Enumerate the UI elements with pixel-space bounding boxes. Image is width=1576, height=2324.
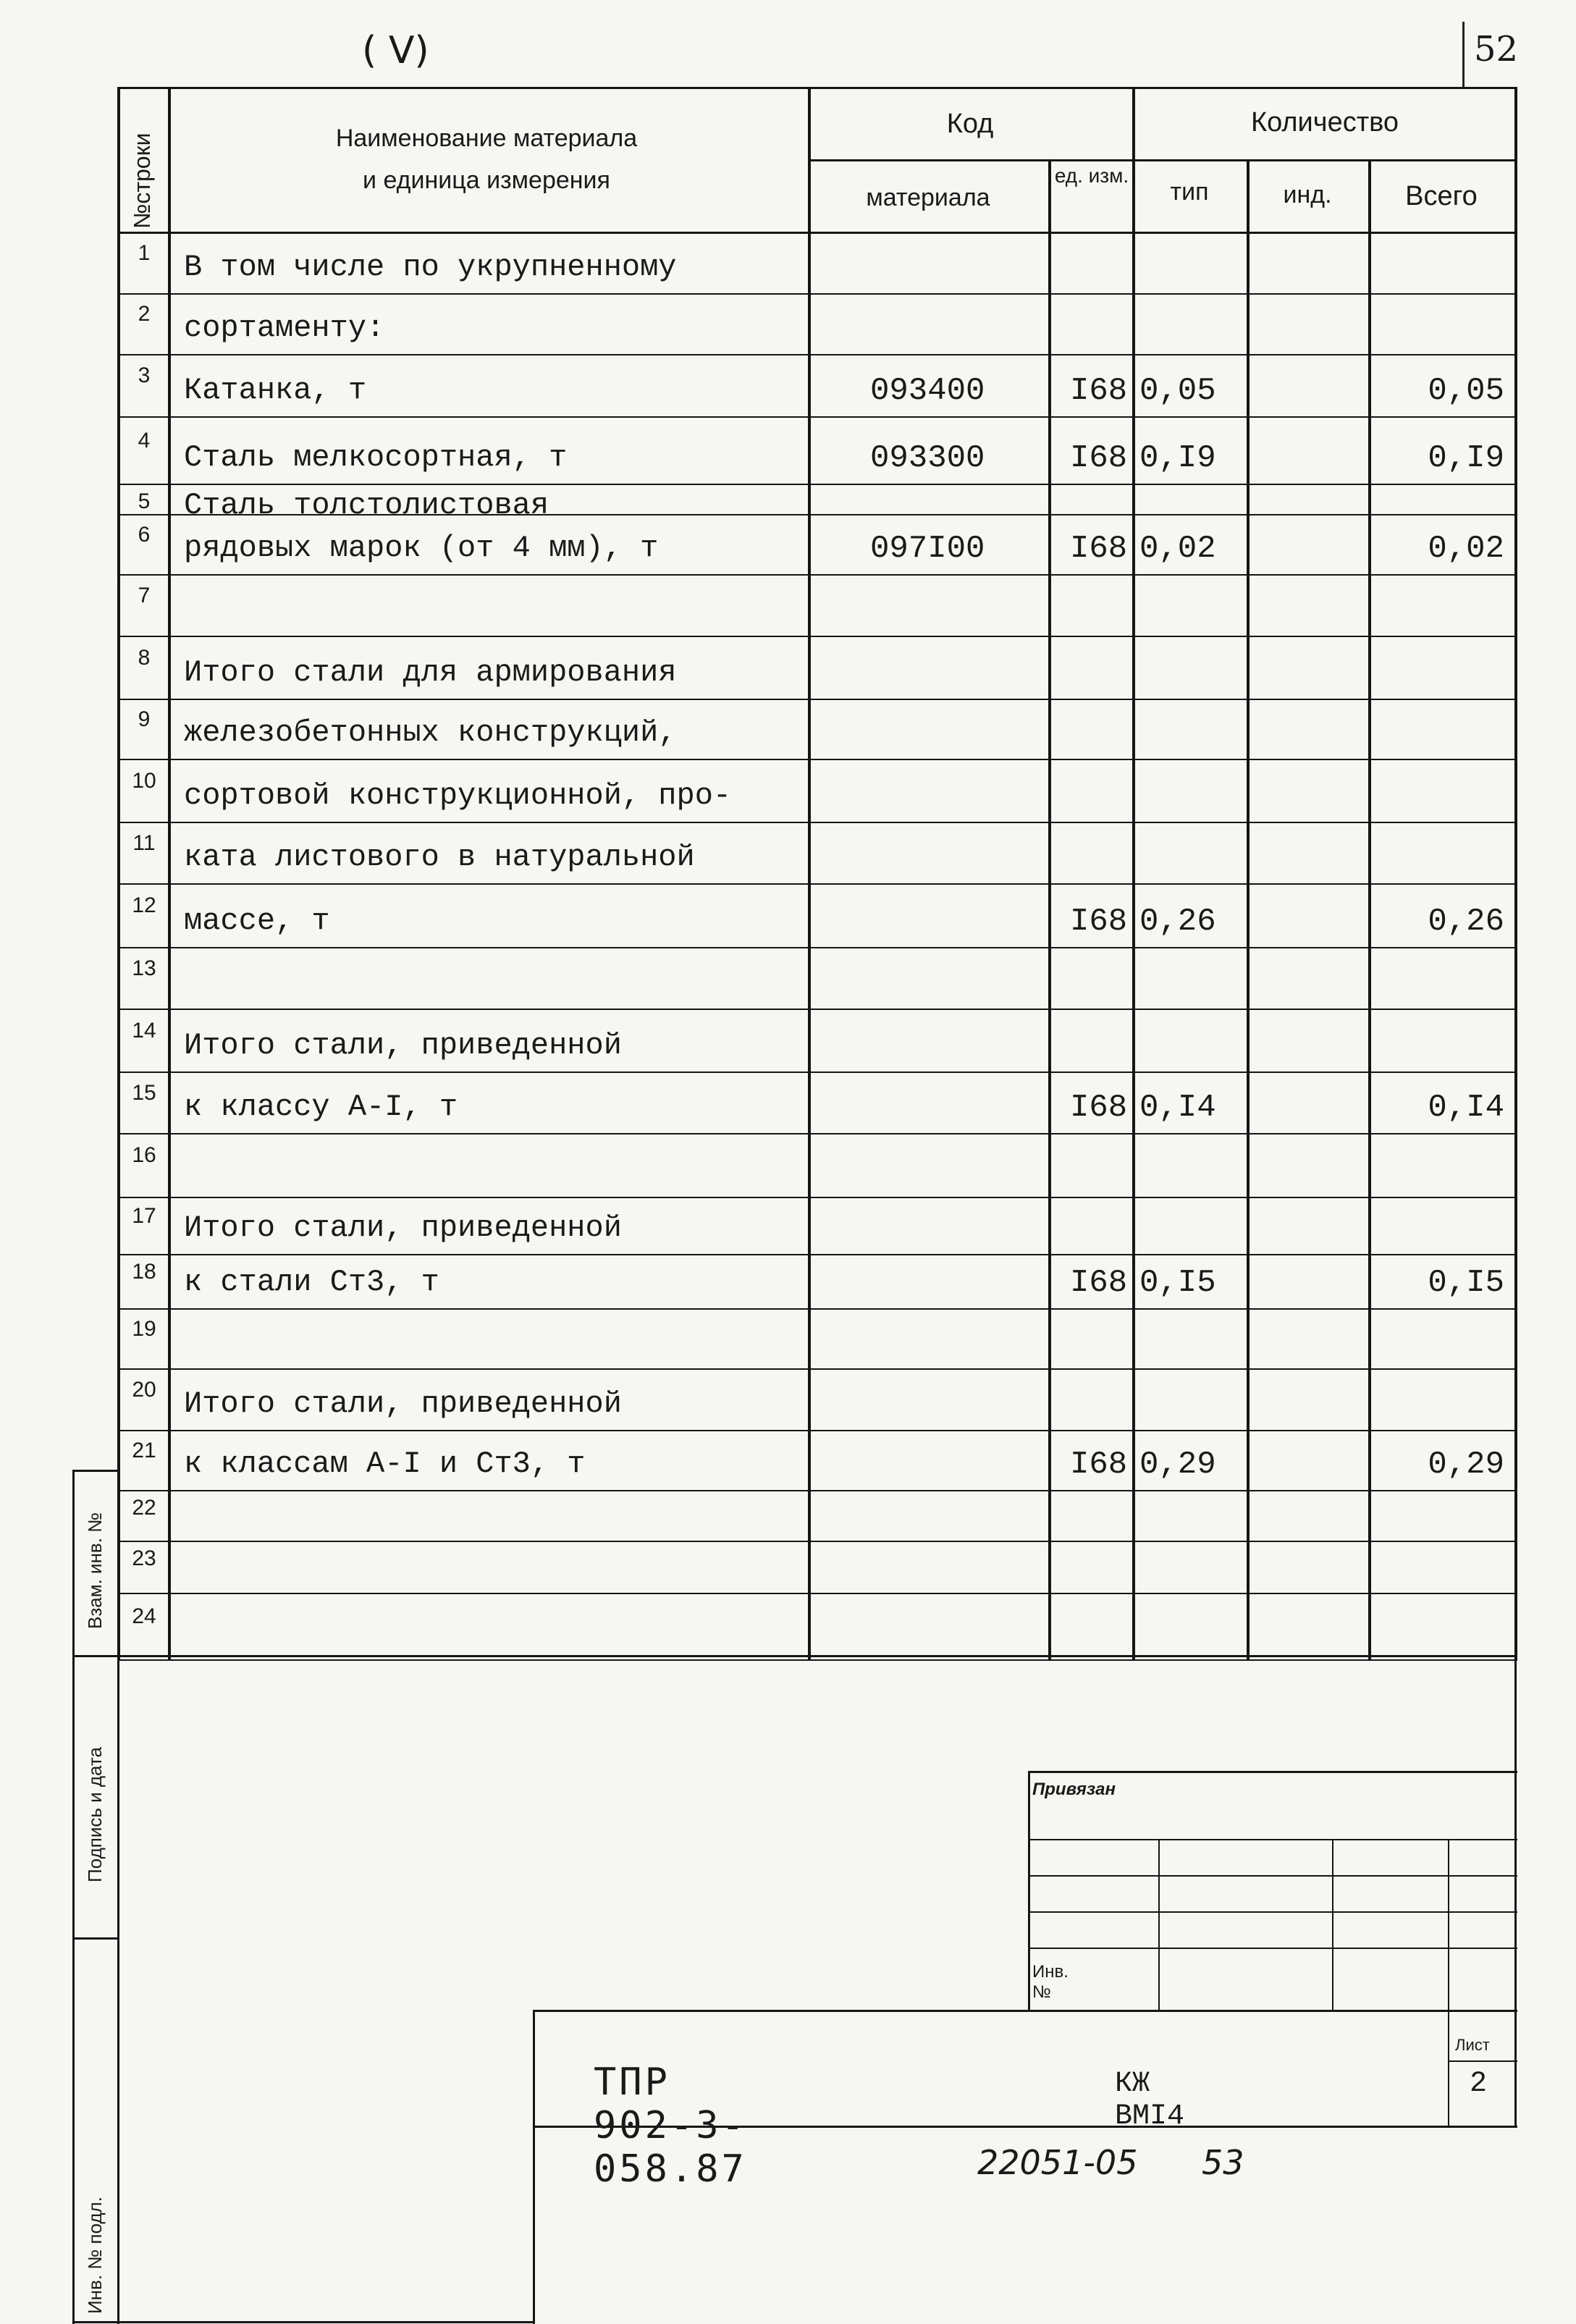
side-stamp-bottom (72, 2321, 534, 2323)
row-number: 23 (132, 1546, 156, 1570)
table-row (117, 484, 1517, 523)
table-row (117, 1072, 1517, 1133)
table-row (117, 1593, 1517, 1659)
header-unit: и единица измерения (363, 167, 610, 194)
sheet-number: 2 (1470, 2068, 1488, 2100)
privyazan-v1 (1158, 1839, 1160, 2010)
row-name: Итого стали для армирования (184, 655, 677, 690)
row-name: железобетонных конструкций, (184, 715, 677, 750)
row-number: 24 (132, 1604, 156, 1628)
header-typ: тип (1170, 178, 1209, 206)
table-row (117, 1368, 1517, 1430)
row-typ: 0,05 (1139, 373, 1216, 409)
row-name: к классам А-I и Ст3, т (184, 1447, 586, 1481)
row-number: 11 (132, 830, 156, 855)
row-name: массе, т (184, 904, 330, 938)
table-row (117, 1197, 1517, 1254)
privyazan-h3 (1028, 1911, 1517, 1913)
privyazan-v2 (1332, 1839, 1333, 2010)
row-material-code: 097I00 (870, 531, 985, 567)
row-name: В том числе по укрупненному (184, 250, 677, 285)
row-name: к классу А-I, т (184, 1090, 458, 1124)
row-name: к стали Ст3, т (184, 1265, 439, 1300)
row-number: 8 (138, 645, 151, 670)
row-name: ката листового в натуральной (184, 840, 695, 875)
document-mark: КЖ ВМI4 (1115, 2068, 1185, 2133)
table-row (117, 822, 1517, 883)
header-row-number: №строки (129, 132, 155, 229)
materials-table (117, 87, 1517, 1659)
header-name: Наименование материала (335, 125, 638, 152)
row-unit-code: I68 (1070, 440, 1128, 476)
sheet-box-mid (1448, 2060, 1517, 2062)
row-material-code: 093300 (870, 440, 985, 476)
row-total: 0,26 (1428, 904, 1504, 940)
row-unit-code: I68 (1070, 1447, 1128, 1483)
row-divider (117, 1659, 1517, 1661)
privyazan-h4 (1028, 1948, 1517, 1949)
inv-no-label: Инв. № (1032, 1962, 1069, 2002)
page-number-divider (1462, 22, 1465, 87)
table-row (117, 354, 1517, 416)
row-typ: 0,29 (1139, 1447, 1216, 1483)
row-number: 17 (132, 1203, 156, 1228)
row-name: рядовых марок (от 4 мм), т (184, 531, 659, 565)
row-number: 1 (138, 240, 151, 265)
row-number: 3 (138, 363, 151, 387)
row-material-code: 093400 (870, 373, 985, 409)
table-row (117, 416, 1517, 484)
side-stamp-div2 (72, 1937, 117, 1940)
sheet-box-left (1448, 2010, 1449, 2126)
row-number: 20 (132, 1377, 156, 1402)
side-stamp-outer-line (72, 1470, 75, 2324)
row-number: 22 (132, 1496, 156, 1520)
row-total: 0,I5 (1428, 1265, 1504, 1301)
row-total: 0,I4 (1428, 1090, 1504, 1126)
row-number: 2 (138, 302, 151, 326)
row-number: 12 (132, 893, 156, 917)
privyazan-label: Привязан (1032, 1780, 1116, 1799)
row-total: 0,29 (1428, 1447, 1504, 1483)
row-name: Катанка, т (184, 373, 367, 408)
document-code: ТПР 902-3-058.87 (594, 2060, 747, 2191)
side-stamp-inner-line (117, 1470, 119, 2324)
table-row (117, 232, 1517, 293)
table-row (117, 574, 1517, 636)
row-number: 15 (132, 1080, 156, 1105)
stamp-left (533, 2010, 535, 2324)
table-row (117, 1430, 1517, 1490)
variant-mark: ( V) (362, 29, 429, 72)
header-quantity: Количество (1250, 107, 1399, 138)
privyazan-v3 (1448, 1839, 1449, 2010)
header-unit-code: ед. изм. (1054, 164, 1129, 187)
row-number: 13 (132, 956, 156, 980)
privyazan-left (1028, 1771, 1030, 2010)
inv-podl-label: Инв. № подл. (84, 2197, 106, 2314)
row-number: 18 (132, 1260, 156, 1284)
podpis-data-label: Подпись и дата (84, 1746, 106, 1882)
row-total: 0,05 (1428, 373, 1504, 409)
table-row (117, 1490, 1517, 1541)
table-row (117, 514, 1517, 574)
row-number: 10 (132, 768, 156, 793)
row-name: Сталь мелкосортная, т (184, 440, 568, 475)
row-number: 19 (132, 1316, 156, 1341)
footer-stamp: 22051-05 (977, 2143, 1138, 2182)
row-number: 21 (132, 1438, 156, 1462)
sheet-label: Лист (1455, 2036, 1490, 2054)
header-total: Всего (1405, 181, 1478, 211)
privyazan-h2 (1028, 1875, 1517, 1877)
table-row (117, 759, 1517, 822)
vzam-inv-label: Взам. инв. № (84, 1512, 106, 1629)
table-row (117, 1133, 1517, 1197)
table-row (117, 1009, 1517, 1072)
privyazan-h1 (1028, 1839, 1517, 1840)
row-unit-code: I68 (1070, 1265, 1128, 1301)
header-material: материала (866, 184, 990, 211)
row-name: Итого стали, приведенной (184, 1211, 622, 1245)
row-typ: 0,I5 (1139, 1265, 1216, 1301)
table-row (117, 947, 1517, 1009)
right-frame-lower (1514, 1655, 1517, 2126)
stamp-top (533, 2010, 1517, 2012)
side-stamp-div1 (72, 1655, 1517, 1657)
header-mid-line (808, 159, 1517, 161)
table-row (117, 293, 1517, 354)
table-row (117, 1254, 1517, 1308)
row-total: 0,02 (1428, 531, 1504, 567)
row-number: 16 (132, 1143, 156, 1167)
page-number: 52 (1474, 29, 1519, 70)
header-code: Код (946, 109, 994, 139)
row-number: 6 (138, 522, 151, 547)
table-top-border (117, 87, 1517, 89)
row-name: сортаменту: (184, 311, 385, 345)
table-row (117, 883, 1517, 947)
row-name: Итого стали, приведенной (184, 1386, 622, 1421)
row-number: 5 (138, 489, 151, 513)
row-number: 14 (132, 1018, 156, 1043)
row-name: сортовой конструкционной, про- (184, 778, 732, 813)
row-typ: 0,26 (1139, 904, 1216, 940)
table-row (117, 699, 1517, 759)
row-unit-code: I68 (1070, 373, 1128, 409)
privyazan-top (1028, 1771, 1517, 1773)
row-name: Сталь толстолистовая (184, 488, 549, 523)
row-unit-code: I68 (1070, 531, 1128, 567)
footer-page: 53 (1202, 2143, 1244, 2182)
row-name: Итого стали, приведенной (184, 1028, 622, 1063)
row-total: 0,I9 (1428, 440, 1504, 476)
row-typ: 0,I4 (1139, 1090, 1216, 1126)
header-ind: инд. (1283, 181, 1332, 209)
side-stamp-top (72, 1470, 117, 1472)
row-typ: 0,I9 (1139, 440, 1216, 476)
table-row (117, 636, 1517, 699)
row-number: 9 (138, 707, 151, 731)
table-row (117, 1541, 1517, 1593)
row-unit-code: I68 (1070, 1090, 1128, 1126)
row-unit-code: I68 (1070, 904, 1128, 940)
row-number: 7 (138, 583, 151, 607)
row-typ: 0,02 (1139, 531, 1216, 567)
table-row (117, 1308, 1517, 1368)
row-number: 4 (138, 428, 151, 452)
